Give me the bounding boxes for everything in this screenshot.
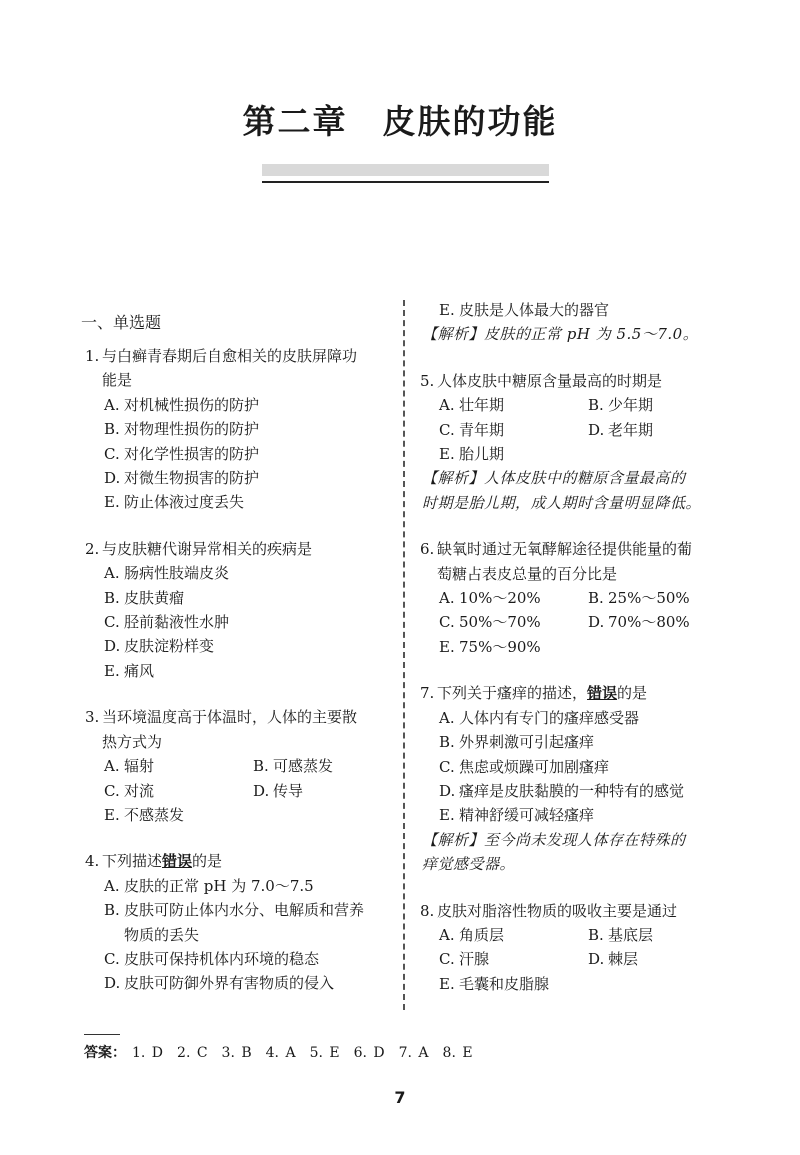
stem-text: 下列描述 (102, 852, 163, 871)
option-text: 70%～80% (608, 613, 690, 632)
stem-line: 与白癣青春期后自愈相关的皮肤屏障功 (102, 347, 358, 365)
question-7 (422, 681, 737, 876)
option-row (422, 923, 737, 947)
answer-key (84, 1044, 473, 1062)
option-text: 皮肤可防御外界有害物质的侵入 (124, 974, 335, 993)
option-text: 青年期 (459, 420, 505, 439)
option-text: 肠病性肢端皮炎 (124, 564, 230, 583)
right-column (422, 298, 737, 1018)
option-label: D. (588, 613, 605, 632)
option-b (588, 586, 737, 610)
option-text: 辐射 (124, 757, 155, 776)
option-row (422, 393, 737, 417)
option-c (87, 610, 402, 634)
option-c (422, 755, 737, 779)
answer-key-label: 答案： (84, 1045, 126, 1061)
stem-text: 的是 (192, 852, 223, 871)
option-label: D. (439, 781, 456, 800)
option-text: 不感蒸发 (124, 805, 185, 824)
option-a (87, 561, 402, 585)
question-stem (87, 705, 402, 754)
stem-line (102, 849, 402, 873)
option-text: 精神舒缓可减轻瘙痒 (459, 806, 595, 825)
option-row (422, 586, 737, 610)
option-a (87, 393, 402, 417)
question-number: 8. (420, 901, 435, 920)
option-text: 毛囊和皮脂腺 (459, 974, 550, 993)
question-number: 3. (85, 708, 100, 727)
option-text: 防止体液过度丢失 (124, 493, 245, 512)
question-number: 4. (85, 852, 100, 871)
option-label: B. (439, 733, 455, 752)
option-text: 壮年期 (459, 396, 505, 415)
question-4 (87, 849, 402, 995)
stem-text: 下列关于瘙痒的描述， (437, 684, 588, 703)
option-row (422, 418, 737, 442)
option-label: B. (253, 757, 269, 776)
option-a (422, 706, 737, 730)
option-label: A. (439, 396, 455, 415)
option-b (87, 417, 402, 441)
question-4-continued (422, 298, 737, 347)
option-text: 对物理性损伤的防护 (124, 420, 260, 439)
option-a (439, 586, 588, 610)
option-text: 皮肤是人体最大的器官 (459, 301, 610, 319)
question-number: 1. (85, 347, 100, 365)
option-label: E. (104, 805, 120, 824)
stem-line: 萄糖占表皮总量的百分比是 (437, 564, 618, 583)
option-text: 50%～70% (459, 613, 541, 632)
option-label: E. (439, 806, 455, 825)
emphasis-word: 错误 (162, 852, 193, 871)
stem-text: 的是 (617, 684, 648, 703)
option-e (422, 298, 737, 322)
question-8 (422, 899, 737, 997)
option-b (253, 754, 402, 778)
stem-line: 热方式为 (102, 732, 163, 751)
option-row (87, 754, 402, 778)
option-label: A. (439, 925, 455, 944)
left-column (81, 300, 402, 1018)
option-label: A. (104, 395, 120, 414)
question-number: 6. (420, 540, 435, 559)
option-label: C. (104, 781, 120, 800)
option-text: 皮肤淀粉样变 (124, 637, 215, 656)
question-number: 7. (420, 684, 435, 703)
option-label: B. (104, 901, 120, 920)
option-label: A. (439, 708, 455, 727)
chapter-title: 第二章 皮肤的功能 (242, 102, 558, 141)
option-c (104, 779, 253, 803)
option-text: 可感蒸发 (273, 757, 334, 776)
option-a (439, 923, 588, 947)
option-label: A. (104, 876, 120, 895)
title-band (262, 164, 549, 176)
option-label: B. (104, 588, 120, 607)
option-label: D. (104, 637, 121, 656)
option-label: A. (439, 589, 455, 608)
option-label: D. (588, 420, 605, 439)
option-d (87, 466, 402, 490)
option-b (588, 923, 737, 947)
analysis: 【解析】至今尚未发现人体存在特殊的 (422, 830, 686, 849)
question-stem (87, 344, 402, 393)
option-text: 皮肤的正常 pH 为 7.0～7.5 (124, 876, 314, 895)
option-label: C. (439, 950, 455, 969)
option-c (87, 442, 402, 466)
option-e (422, 972, 737, 996)
question-stem (87, 849, 402, 873)
option-label: D. (104, 469, 121, 488)
option-text: 人体内有专门的瘙痒感受器 (459, 708, 640, 727)
option-b (87, 898, 402, 922)
option-b (588, 393, 737, 417)
option-text: 对化学性损害的防护 (124, 444, 260, 463)
option-d (588, 610, 737, 634)
question-3 (87, 705, 402, 827)
stem-line: 与皮肤糖代谢异常相关的疾病是 (102, 539, 313, 558)
column-divider (403, 300, 405, 1010)
option-text: 痛风 (124, 661, 155, 680)
answer-key-values: 1. D 2. C 3. B 4. A 5. E 6. D 7. A 8. E (132, 1045, 473, 1061)
option-d (87, 971, 402, 995)
option-a (439, 393, 588, 417)
option-row (422, 610, 737, 634)
option-label: E. (439, 974, 455, 993)
question-stem (422, 899, 737, 923)
option-label: C. (104, 613, 120, 632)
option-text: 基底层 (608, 925, 654, 944)
option-continuation: 物质的丢失 (124, 925, 200, 944)
option-label: D. (104, 974, 121, 993)
option-d (87, 634, 402, 658)
option-label: C. (439, 420, 455, 439)
option-label: E. (439, 301, 455, 319)
option-row (87, 779, 402, 803)
option-c (439, 610, 588, 634)
option-text: 汗腺 (459, 950, 490, 969)
option-d (588, 947, 737, 971)
question-5 (422, 369, 737, 515)
option-text: 对流 (124, 781, 155, 800)
option-label: C. (104, 444, 120, 463)
option-b (87, 586, 402, 610)
title-rule (262, 181, 549, 183)
option-text: 外界刺激可引起瘙痒 (459, 733, 595, 752)
option-row (422, 947, 737, 971)
question-1 (87, 344, 402, 515)
option-text: 胫前黏液性水肿 (124, 613, 230, 632)
option-e (422, 635, 737, 659)
option-a (104, 754, 253, 778)
option-d (588, 418, 737, 442)
option-label: C. (439, 613, 455, 632)
option-e (422, 803, 737, 827)
stem-line: 当环境温度高于体温时，人体的主要散 (102, 708, 358, 727)
question-stem (87, 537, 402, 561)
option-text: 老年期 (608, 420, 654, 439)
option-label: E. (439, 637, 455, 656)
question-stem (422, 369, 737, 393)
option-text: 瘙痒是皮肤黏膜的一种特有的感觉 (459, 781, 685, 800)
option-text: 棘层 (608, 950, 639, 969)
stem-line: 缺氧时通过无氧酵解途径提供能量的葡 (437, 540, 693, 559)
question-number: 2. (85, 539, 100, 558)
page-number: 7 (394, 1088, 406, 1107)
option-e (87, 490, 402, 514)
footnote-rule (84, 1034, 120, 1035)
option-d (422, 779, 737, 803)
stem-line: 能是 (102, 371, 133, 390)
option-text: 角质层 (459, 925, 505, 944)
question-stem (422, 681, 737, 705)
stem-line: 人体皮肤中糖原含量最高的时期是 (437, 371, 663, 390)
section-heading: 一、单选题 (81, 313, 162, 332)
option-e (422, 442, 737, 466)
option-label: E. (104, 661, 120, 680)
option-text: 10%～20% (459, 589, 541, 608)
analysis: 痒觉感受器。 (422, 855, 516, 874)
option-label: C. (439, 757, 455, 776)
option-text: 75%～90% (459, 637, 541, 656)
option-label: D. (253, 781, 270, 800)
stem-line: 皮肤对脂溶性物质的吸收主要是通过 (437, 901, 678, 920)
question-6 (422, 537, 737, 659)
option-label: A. (104, 564, 120, 583)
option-text: 对机械性损伤的防护 (124, 395, 260, 414)
option-b (422, 730, 737, 754)
option-text: 少年期 (608, 396, 654, 415)
option-label: B. (104, 420, 120, 439)
option-c (87, 947, 402, 971)
option-label: D. (588, 950, 605, 969)
option-text: 皮肤黄瘤 (124, 588, 185, 607)
option-text: 25%～50% (608, 589, 690, 608)
option-text: 皮肤可保持机体内环境的稳态 (124, 949, 320, 968)
analysis: 【解析】人体皮肤中的糖原含量最高的 (422, 469, 686, 488)
option-c (439, 418, 588, 442)
option-text: 对微生物损害的防护 (124, 469, 260, 488)
analysis: 【解析】皮肤的正常 pH 为 5.5～7.0。 (422, 325, 699, 344)
option-text: 传导 (273, 781, 304, 800)
emphasis-word: 错误 (587, 684, 618, 703)
option-text: 焦虑或烦躁可加剧瘙痒 (459, 757, 610, 776)
option-label: C. (104, 949, 120, 968)
question-2 (87, 537, 402, 683)
option-label: B. (588, 589, 604, 608)
stem-line (437, 681, 737, 705)
option-label: E. (104, 493, 120, 512)
question-number: 5. (420, 371, 435, 390)
question-stem (422, 537, 737, 586)
option-text: 皮肤可防止体内水分、电解质和营养 (124, 901, 365, 920)
option-d (253, 779, 402, 803)
option-label: B. (588, 925, 604, 944)
option-e (87, 803, 402, 827)
option-a (87, 874, 402, 898)
analysis: 时期是胎儿期，成人期时含量明显降低。 (422, 493, 702, 512)
option-label: A. (104, 757, 120, 776)
option-c (439, 947, 588, 971)
option-e (87, 659, 402, 683)
option-label: B. (588, 396, 604, 415)
option-text: 胎儿期 (459, 445, 505, 464)
option-label: E. (439, 445, 455, 464)
